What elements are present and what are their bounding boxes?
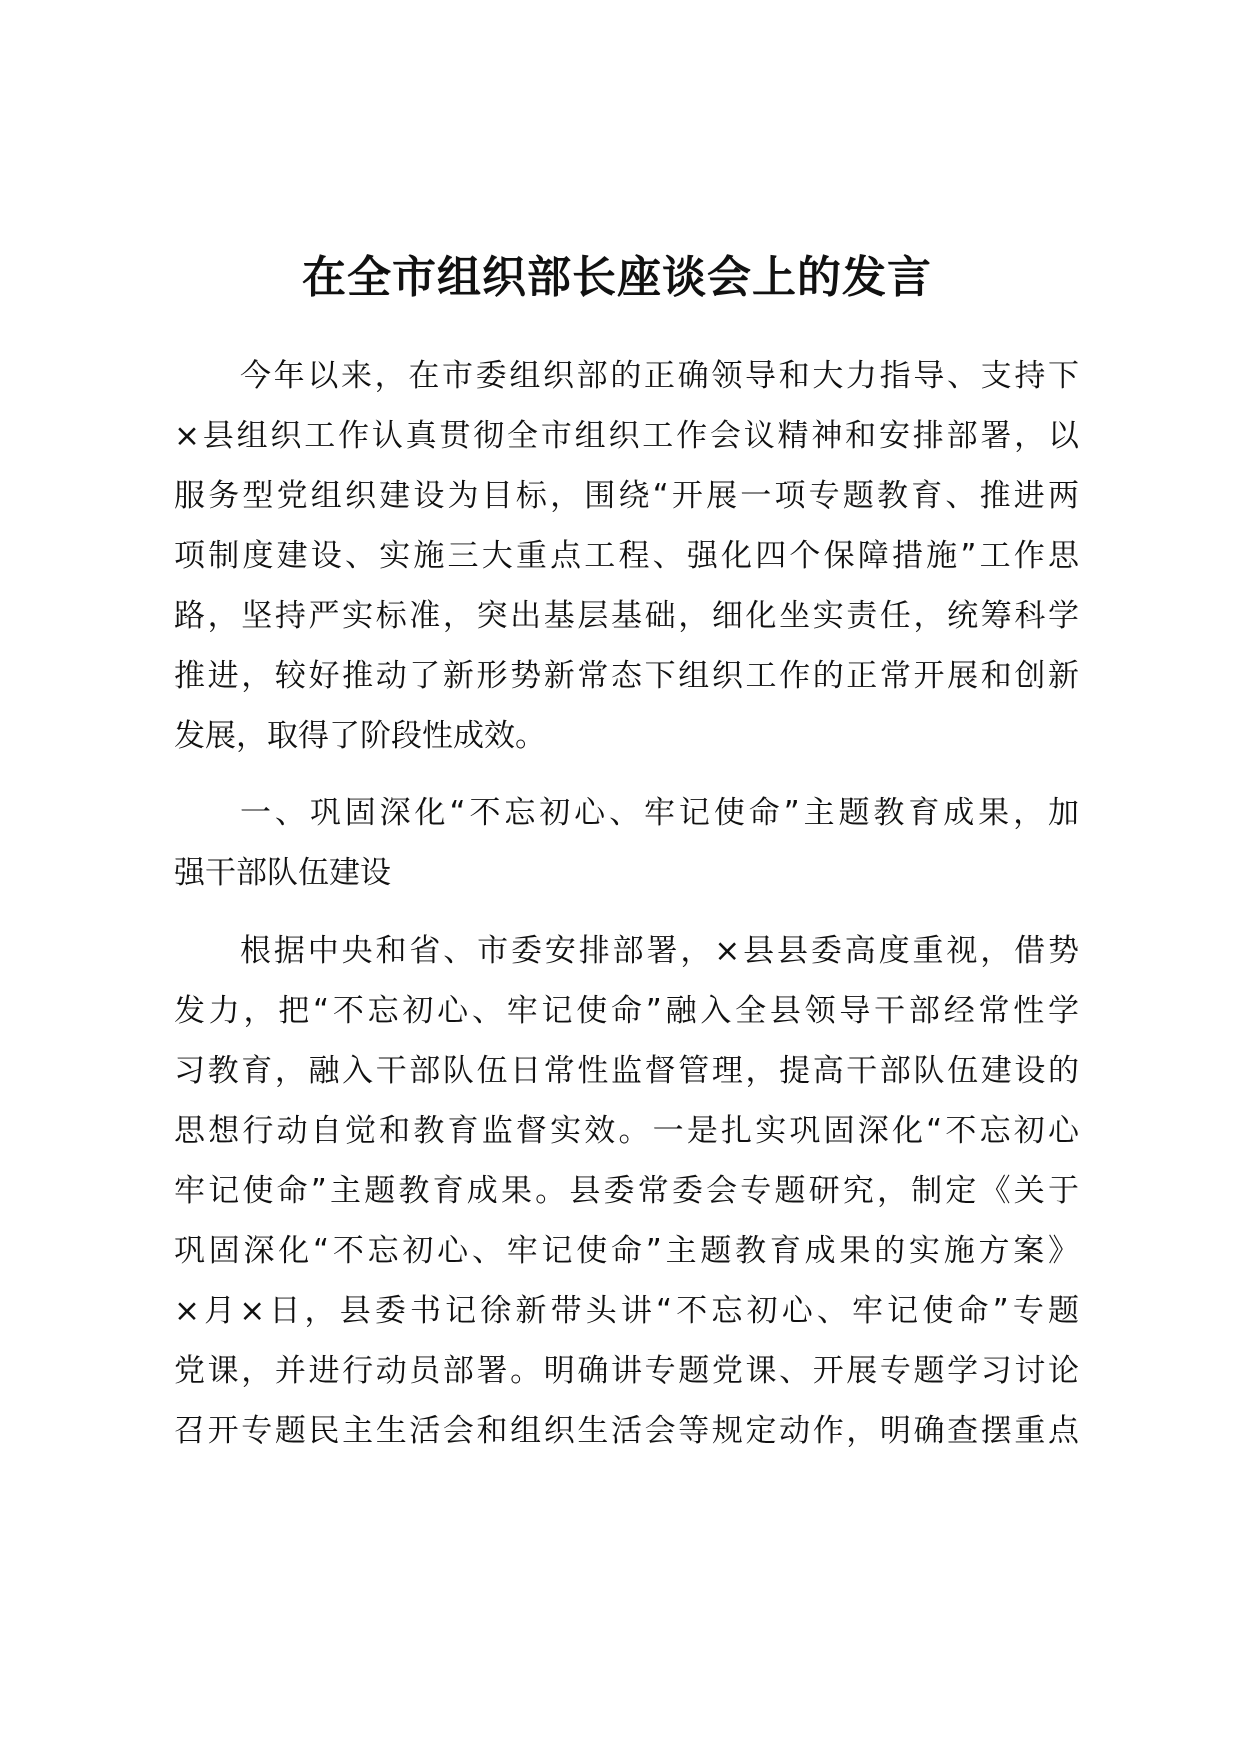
heading-line: 一、巩固深化“不忘初心、牢记使命”主题教育成果，加 xyxy=(240,795,1079,831)
text-line: 巩固深化“不忘初心、牢记使命”主题教育成果的实施方案》 xyxy=(174,1233,1079,1269)
text-line: 推进，较好推动了新形势新常态下组织工作的正常开展和创新 xyxy=(174,658,1079,694)
text-line: 路，坚持严实标准，突出基层基础，细化坐实责任，统筹科学 xyxy=(174,598,1079,634)
text-line: 今年以来，在市委组织部的正确领导和大力指导、支持下 xyxy=(240,358,1079,394)
text-line: 项制度建设、实施三大重点工程、强化四个保障措施”工作思 xyxy=(174,538,1079,574)
text-line: 牢记使命”主题教育成果。县委常委会专题研究，制定《关于 xyxy=(174,1173,1079,1209)
text-line: 服务型党组织建设为目标，围绕“开展一项专题教育、推进两 xyxy=(174,478,1079,514)
text-line: 习教育，融入干部队伍日常性监督管理，提高干部队伍建设的 xyxy=(174,1053,1079,1089)
section-heading-1 xyxy=(174,783,1079,903)
text-line: 召开专题民主生活会和组织生活会等规定动作，明确查摆重点 xyxy=(174,1413,1079,1449)
document-title: 在全市组织部长座谈会上的发言 xyxy=(302,252,932,303)
text-line: 思想行动自觉和教育监督实效。一是扎实巩固深化“不忘初心 xyxy=(174,1113,1079,1149)
text-line: ×县组织工作认真贯彻全市组织工作会议精神和安排部署，以 xyxy=(174,418,1079,454)
text-line: ×月×日，县委书记徐新带头讲“不忘初心、牢记使命”专题 xyxy=(174,1293,1079,1329)
paragraph-intro xyxy=(174,346,1079,766)
heading-line: 强干部队伍建设 xyxy=(174,855,391,891)
paragraph-section-1 xyxy=(174,921,1079,1461)
text-line: 党课，并进行动员部署。明确讲专题党课、开展专题学习讨论 xyxy=(174,1353,1079,1389)
text-line: 根据中央和省、市委安排部署，×县县委高度重视，借势 xyxy=(240,933,1079,969)
text-line: 发展，取得了阶段性成效。 xyxy=(174,718,546,754)
text-line: 发力，把“不忘初心、牢记使命”融入全县领导干部经常性学 xyxy=(174,993,1079,1029)
